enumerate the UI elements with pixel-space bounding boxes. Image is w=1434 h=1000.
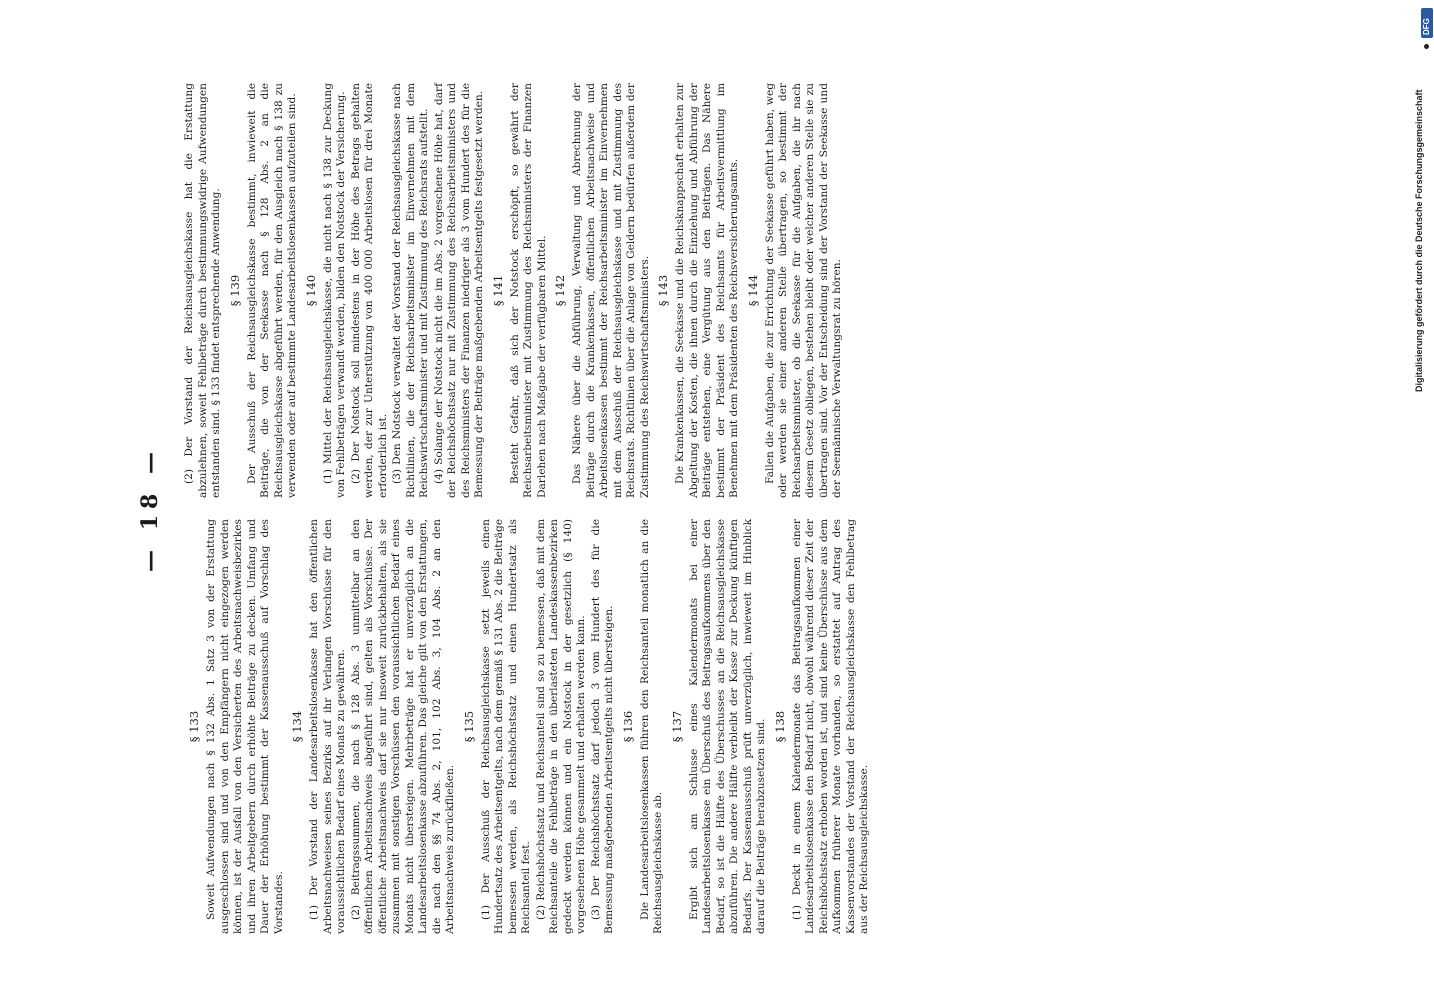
paragraph: Die Landesarbeitslosenkassen führen den Reichsanteil monatlich an die Reichsausgleichskasse ab.: [638, 519, 664, 934]
separator-dot: [1424, 44, 1429, 49]
paragraph: Das Nähere über die Abführung, Verwaltung und Abrechnung der Beiträge durch die Krankenkassen, öffentlichen Arbeitsnachweise und Arbeitslosenkassen bestimmt der Reichsarbeitsminister im Einvernehmen mit dem Ausschuß der Reichsausgleichskasse und mit Zustimmung des Reichsrats. Richtlinien über die Anlage von Geldern bedürfen außerdem der Zustimmung des Reichswirtschaftsministers.: [571, 83, 651, 498]
document-page: [137, 83, 870, 934]
paragraph: (1) Der Ausschuß der Reichsausgleichskasse setzt jeweils einen Hundertsatz des Arbeitsentgelts, nach dem gemäß § 131 Abs. 2 die Beiträge bemessen werden, als Reichshöchstsatz und einen Hundertsatz als Reichsanteil fest.: [479, 519, 532, 934]
section-143: [656, 83, 742, 498]
section-140: [304, 83, 487, 498]
dfg-logo: [1421, 8, 1433, 38]
right-column: [183, 83, 843, 498]
paragraph: Der Ausschuß der Reichsausgleichskasse bestimmt, inwieweit die Beiträge, die von der Seekasse nach § 128 Abs. 2 an die Reichsausgleichskasse abgeführt werden, für den Ausgleich nach § 138 zu verwenden oder auf bestimmte Landesarbeitslosenkassen aufzuteilen sind.: [245, 83, 298, 498]
dfg-logo-text: DFG: [1422, 18, 1431, 35]
section-heading: § 144: [745, 274, 760, 307]
paragraph: (1) Der Vorstand der Landesarbeitslosenkasse hat den öffentlichen Arbeitsnachweisen seines Bezirks auf ihr Verlangen Vorschüsse für den voraussichtlichen Bedarf eines Monats zu gewähren.: [308, 519, 347, 934]
paragraph: Soweit Aufwendungen nach § 132 Abs. 1 Satz 3 von der Erstattung ausgeschlossen sind und von den Empfängern nicht eingezogen werden können, ist der Ausfall von den Versicherten des Arbeitsnachweisbezirkes und ihren Arbeitgebern durch erhöhte Beiträge zu decken. Umfang und Dauer der Erhöhung bestimmt der Kassenausschuß auf Vorschlag des Vorstandes.: [205, 519, 285, 934]
left-column: [183, 519, 870, 934]
page-number: — 18 —: [137, 446, 163, 572]
paragraph: (1) Deckt in einem Kalendermonate das Beitragsaufkommen einer Landesarbeitslosenkasse den Bedarf nicht, obwohl während dieser Zeit der Reichshöchstsatz erhoben worden ist, und sind keine Überschüsse aus dem Aufkommen früherer Monate vorhanden, so erstattet auf Antrag des Kassenvorstandes der Vorstand der Reichsausgleichskasse den Fehlbetrag aus der Reichsausgleichskasse.: [790, 519, 870, 934]
section-heading: § 134: [290, 710, 304, 743]
section-133: [187, 519, 286, 934]
paragraph: (4) Solange der Notstock nicht die im Abs. 2 vorgeschene Höhe hat, darf der Reichshöchstsatz nur mit Zustimmung des Reichsarbeitsministers und des Reichsministers der Finanzen niedriger als 3 vom Hundert des für die Bemessung der Beiträge maßgebenden Arbeitsentgelts festgesetzt werden.: [432, 83, 485, 498]
digitization-sidebar: [1408, 0, 1434, 1000]
section-heading: § 133: [187, 710, 201, 743]
section-heading: § 136: [620, 710, 635, 743]
paragraph: (2) Der Notstock soll mindestens in der Höhe des Betrags gehalten werden, der zur Unterstützung von 400 000 Arbeitslosen für drei Monate erforderlich ist.: [349, 83, 389, 498]
section-heading: § 140: [303, 274, 318, 307]
paragraph: (3) Den Notstock verwaltet der Vorstand der Reichsausgleichskasse nach Richtlinien, die der Reichsarbeitsminister im Einvernehmen mit dem Reichswirtschaftsminister und mit Zustimmung des Reichsrats aufstellt.: [391, 83, 430, 498]
section-135: [462, 519, 617, 934]
section-heading: § 141: [490, 274, 505, 307]
funding-notice-text: Digitalisierung gefördert durch die Deutsche Forschungsgemeinschaft: [1414, 89, 1424, 392]
section-141: [491, 83, 550, 498]
section-139: [228, 83, 300, 498]
paragraph: (1) Mittel der Reichsausgleichskasse, die nicht nach § 138 zur Deckung von Fehlbeträgen verwandt werden, bilden den Notstock der Versicherung.: [321, 83, 347, 498]
section-heading: § 138: [772, 710, 787, 743]
paragraph: (3) Der Reichshöchstsatz darf jedoch 3 vom Hundert des für die Bemessung maßgebenden Arbeitsentgelts nicht übersteigen.: [589, 519, 615, 934]
paragraph: Besteht Gefahr, daß sich der Notstock erschöpft, so gewährt der Reichsarbeitsminister mit Zustimmung des Reichsministers der Finanzen Darlehen nach Maßgabe der verfügbaren Mittel.: [508, 83, 548, 498]
paragraph: (2) Beitragssummen, die nach § 128 Abs. 3 unmittelbar an den öffentlichen Arbeitsnachweis abgeführt sind, gelten als Vorschüsse. Der öffentliche Arbeitsnachweis darf sie nur insoweit zurückbehalten, als sie zusammen mit sonstigen Vorschüssen den voraussichtlichen Bedarf eines Monats nicht übersteigen. Mehrbeträge hat er unverzüglich an die Landesarbeitslosenkasse abzuführen. Das gleiche gilt von den Erstattungen, die nach den §§ 74 Abs. 2, 101, 102 Abs. 3, 104 Abs. 2 an den Arbeitsnachweis zurückfließen.: [349, 519, 456, 934]
section-138: [773, 519, 872, 934]
paragraph: Fallen die Aufgaben, die zur Errichtung der Seekasse geführt haben, weg oder werden sie einer anderen Stelle übertragen, so bestimmt der Reichsarbeitsminister, ob die Seekasse für die Aufgaben, die ihr nach diesem Gesetz obliegen, bestehen bleibt oder welcher anderen Stelle sie zu übertragen sind. Vor der Entscheidung sind der Vorstand der Seekasse und der Seemännische Verwaltungsrat zu hören.: [763, 83, 843, 498]
section-142: [553, 83, 652, 498]
paragraph: Ergibt sich am Schlusse eines Kalendermonats bei einer Landesarbeitslosenkasse ein Überschuß des Beitragsaufkommens über den Bedarf, so ist die Hälfte des Überschusses an die Reichsausgleichskasse abzuführen. Die andere Hälfte verbleibt der Kasse zur Deckung künftigen Bedarfs. Der Kassenausschuß prüft unverzüglich, inwieweit im Hinblick darauf die Beiträge herabzusetzen sind.: [687, 519, 767, 934]
paragraph: (2) Der Vorstand der Reichsausgleichskasse hat die Erstattung abzulehnen, soweit Fehlbeträge durch bestimmungswidrige Aufwendungen entstanden sind. § 133 findet entsprechende Anwendung.: [183, 83, 222, 498]
section-136: [621, 519, 666, 934]
section-heading: § 135: [461, 710, 476, 743]
section-144: [746, 83, 845, 498]
section-138-continued: [183, 83, 224, 498]
section-134: [290, 519, 458, 934]
section-heading: § 137: [669, 710, 684, 743]
section-heading: § 143: [656, 274, 670, 307]
section-heading: § 142: [553, 274, 567, 307]
section-heading: § 139: [227, 274, 242, 307]
paragraph: Die Krankenkassen, die Seekasse und die Reichsknappschaft erhalten zur Abgeltung der Kosten, die ihnen durch die Einziehung und Abführung der Beiträge entstehen, eine Vergütung aus den Beiträgen. Das Nähere bestimmt der Präsident des Reichsamts für Arbeitsvermittlung im Benehmen mit dem Präsidenten des Reichsversicherungsamts.: [674, 83, 740, 498]
paragraph: (2) Reichshöchstsatz und Reichsanteil sind so zu bemessen, daß mit dem Reichsanteile die Fehlbeträge in den überlasteten Landeskassenbezirken gedeckt werden können und ein Notstock in der gesetzlich (§ 140) vorgesehenen Höhe gesammelt und erhalten werden kann.: [534, 519, 587, 934]
section-137: [670, 519, 769, 934]
